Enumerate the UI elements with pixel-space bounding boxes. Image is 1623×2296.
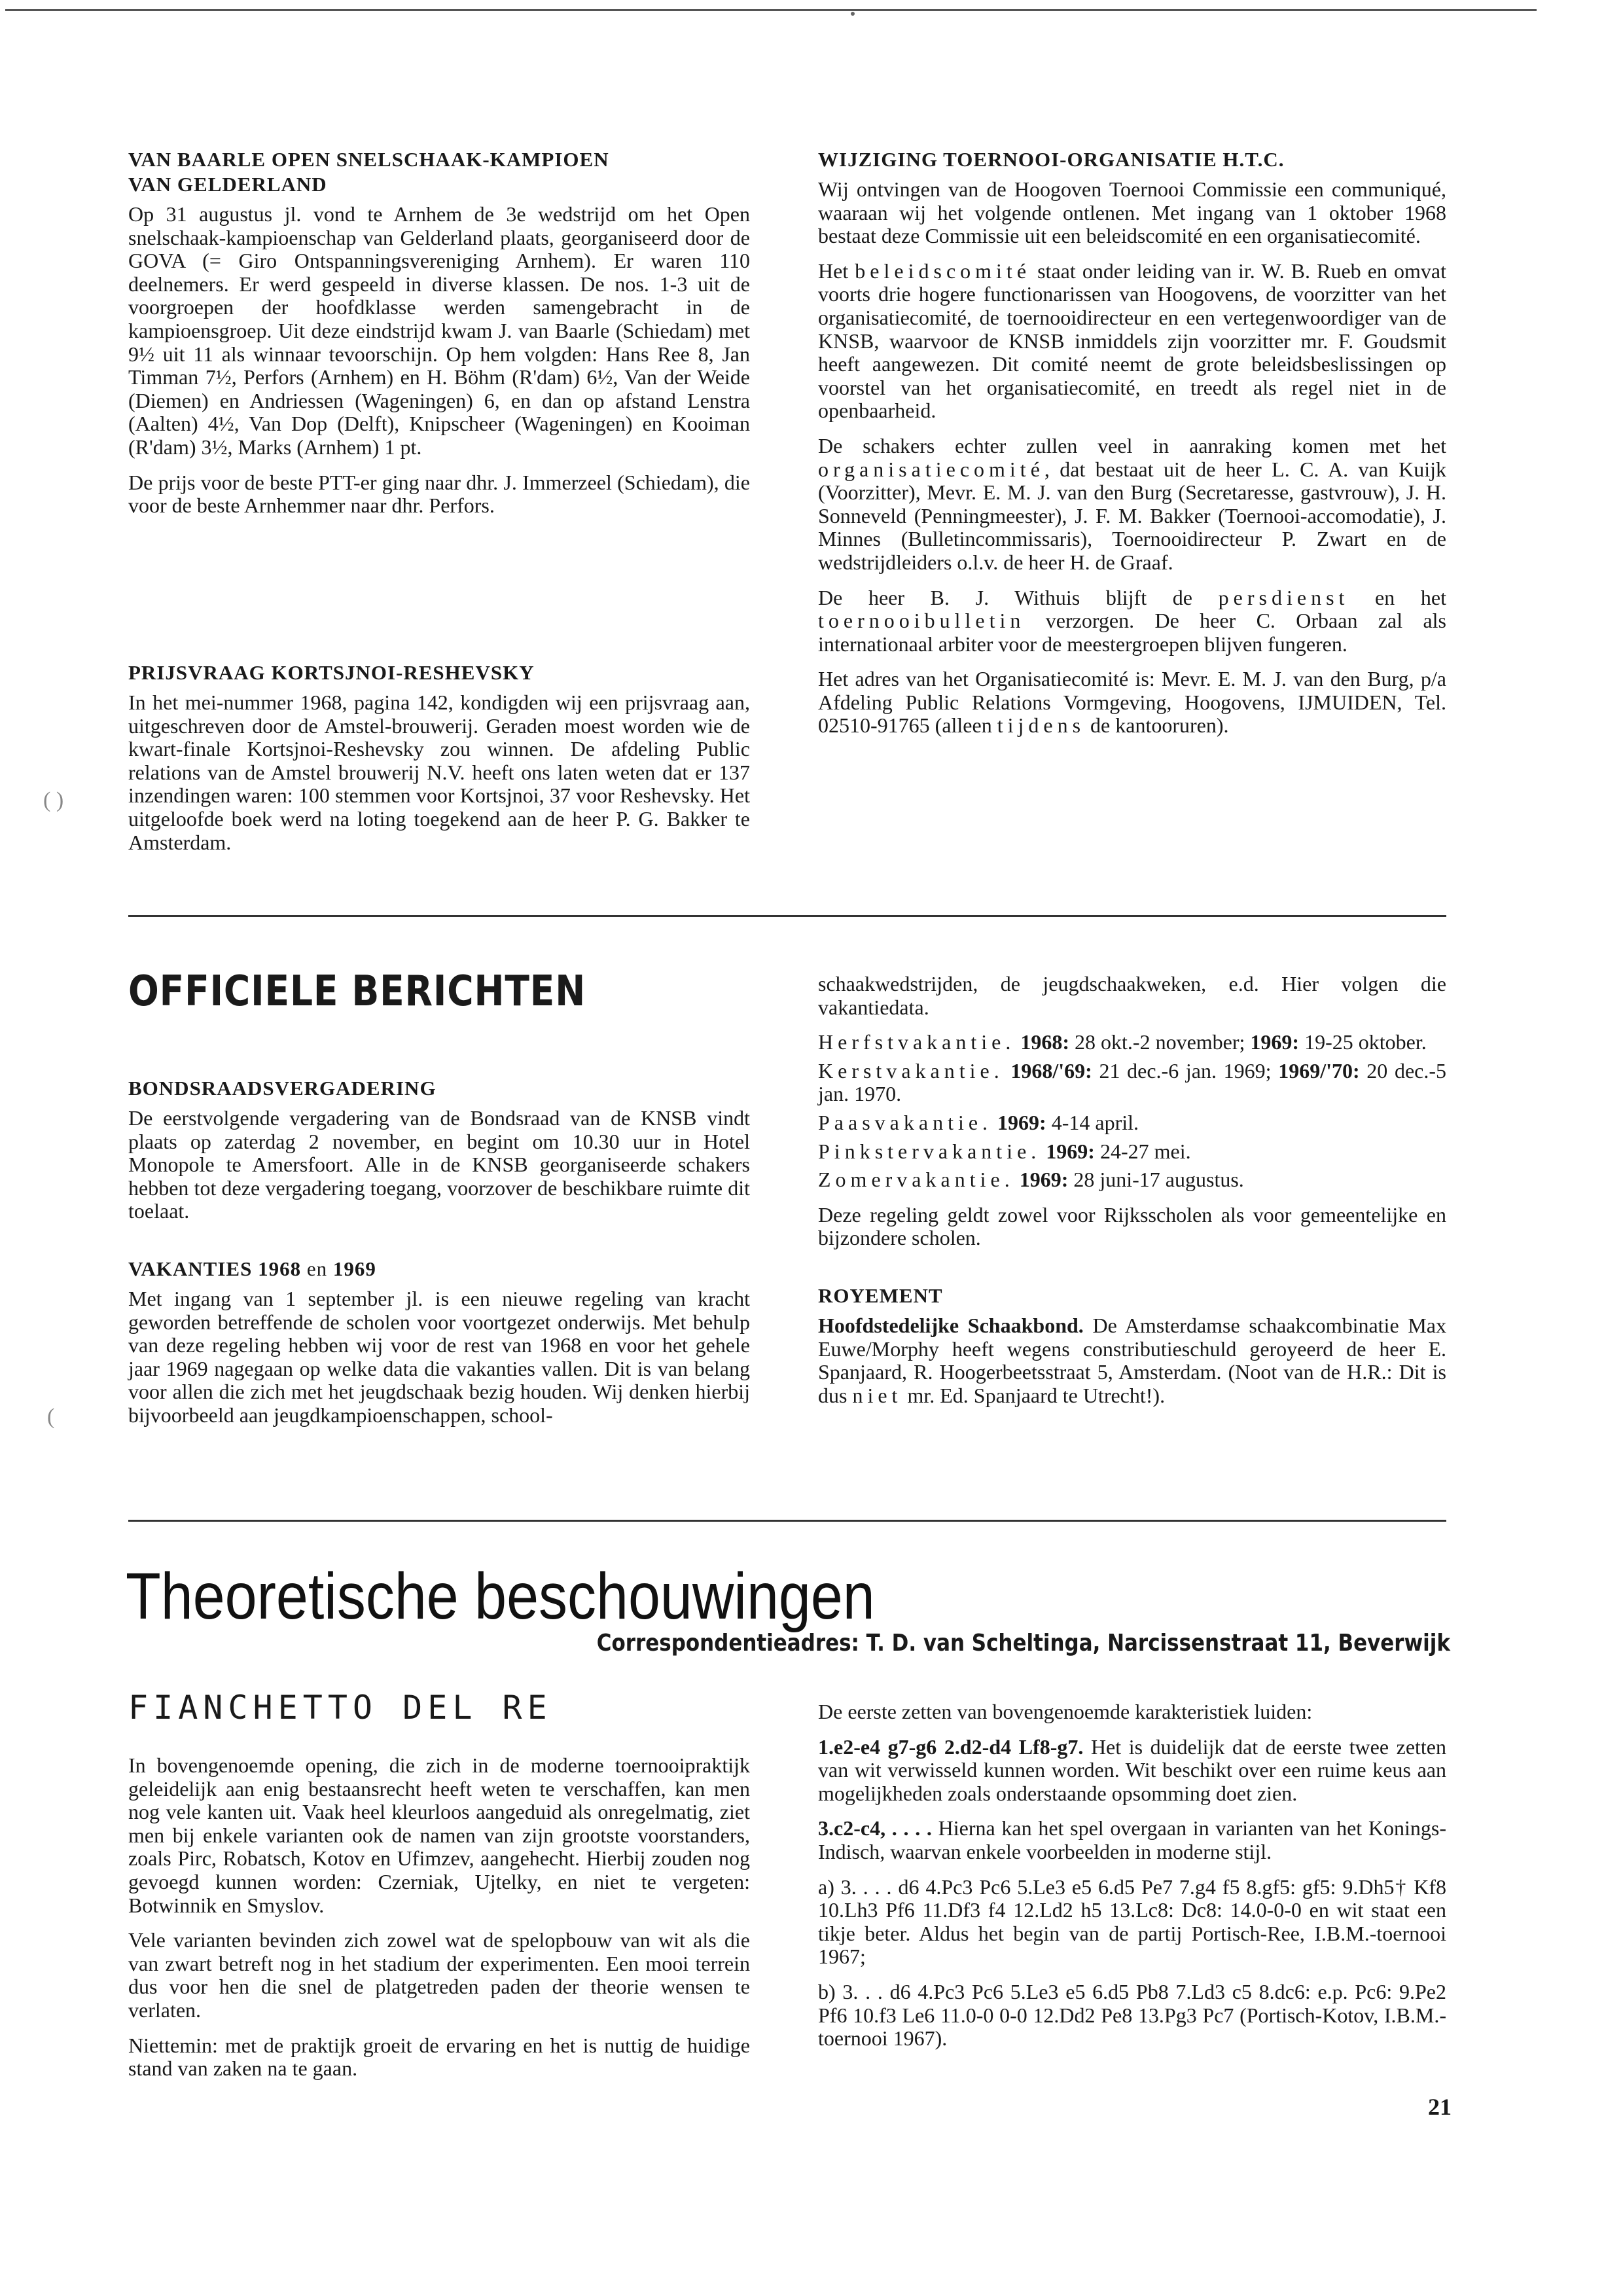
correspondence-address: Correspondentieadres: T. D. van Scheltinga, Narcissenstraat 11, Beverwijk — [596, 1630, 1450, 1657]
paragraph: De schakers echter zullen veel in aanraking komen met het organisatiecomité, dat bestaat uit de heer L. C. A. van Kuijk (Voorzitter), Mevr. E. M. J. van den Burg (Secretaresse, gastvrouw), J. H. Sonneveld (Penningmeester), J. F. M. Bakker (Toernooi-accomodatie), J. Minnes (Bulletincommissaris), Toernooidirecteur P. Zwart en de wedstrijdleiders o.l.v. de heer H. de Graaf. — [818, 433, 1446, 574]
paragraph: schaakwedstrijden, de jeugdschaakweken, e.d. Hier volgen die vakantiedata. — [818, 972, 1446, 1019]
paragraph: Het beleidscomité staat onder leiding van ir. W. B. Rueb en omvat voorts drie hogere functionarissen van Hoogovens, de voorzitter van het organisatiecomité, de toernooidirecteur en een vertegenwoordiger van de KNSB, waarvoor de KNSB inmiddels zijn voorzitter mr. F. Goudsmit heeft aangewezen. Dit comité neemt de grote beleidsbeslissingen op voorstel van het organisatiecomité, en treedt als regel niet in de openbaarheid. — [818, 259, 1447, 423]
paragraph: Niettemin: met de praktijk groeit de ervaring en het is nuttig de huidige stand van zaken na te gaan. — [128, 2033, 750, 2081]
heading-bondsraad: BONDSRAADSVERGADERING — [128, 1077, 437, 1100]
article-vakantiedata — [818, 973, 1446, 1419]
article-wijziging — [818, 148, 1446, 749]
vacation-line: Zomervakantie. 1969: 28 juni-17 augustus. — [818, 1168, 1244, 1192]
article-van-baarle — [128, 148, 750, 529]
vacation-line: Pinkstervakantie. 1969: 24-27 mei. — [818, 1139, 1191, 1163]
paragraph: De prijs voor de beste PTT-er ging naar dhr. J. Immerzeel (Schiedam), die voor de beste Arnhemmer naar dhr. Perfors. — [128, 470, 750, 518]
paragraph: De eerstvolgende vergadering van de Bondsraad van de KNSB vindt plaats op zaterdag 2 november, en begint om 10.30 uur in Hotel Monopole te Amersfoort. Alle in de KNSB georganiseerde schakers hebben tot deze vergadering toegang, voorzover de beschikbare ruimte dit toelaat. — [128, 1106, 750, 1223]
top-border-line — [5, 9, 1537, 11]
section-divider — [128, 1520, 1446, 1522]
page-number: 21 — [1428, 2094, 1452, 2120]
heading-prijsvraag: PRIJSVRAAG KORTSJNOI-RESHEVSKY — [128, 661, 535, 684]
paragraph: b) 3. . . d6 4.Pc3 Pc6 5.Le3 e5 6.d5 Pb8 7.Ld3 c5 8.dc6: e.p. Pc6: 9.Pe2 Pf6 10.f3 Le6 11.0-0 0-0 12.Dd2 Pe8 13.Pg3 Pc7 (Portisch-Kotov, I.B.M.-toernooi 1967). — [818, 1979, 1446, 2051]
section-title-theoretische: Theoretische beschouwingen — [126, 1560, 875, 1633]
top-dot — [851, 12, 855, 16]
paragraph: 3.c2-c4, . . . . Hierna kan het spel overgaan in varianten van het Konings-Indisch, waarvan enkele voorbeelden in moderne stijl. — [818, 1816, 1447, 1863]
vacation-line: Paasvakantie. 1969: 4-14 april. — [818, 1110, 1139, 1134]
margin-mark: ( — [47, 1405, 55, 1429]
paragraph: 1.e2-e4 g7-g6 2.d2-d4 Lf8-g7. Het is duidelijk dat de eerste twee zetten van wit verwisseld kunnen worden. Wit beschikt over een ruime keus aan mogelijkheden zoals onderstaande opsomming doet zien. — [818, 1734, 1446, 1805]
section-title-officiele-berichten: OFFICIELE BERICHTEN — [128, 967, 586, 1016]
paragraph: Vele varianten bevinden zich zowel wat de spelopbouw van wit als die van zwart betreft nog in het stadium der experimenten. Een mooi terrein dus voor hen die snel de platgetreden paden der theorie wensen te verlaten. — [128, 1928, 750, 2022]
paragraph: a) 3. . . . d6 4.Pc3 Pc6 5.Le3 e5 6.d5 Pe7 7.g4 f5 8.gf5: gf5: 9.Dh5† Kf8 10.Lh3 Pf6 11.Df3 f4 12.Ld2 h5 13.Lc8: Dc8: 14.0-0-0 en wit staat een tikje beter. Aldus het begin van de partij Portisch-Ree, I.B.M.-toernooi 1967; — [818, 1874, 1446, 1969]
heading-fianchetto: FIANCHETTO DEL RE — [128, 1689, 552, 1727]
article-prijsvraag — [128, 661, 750, 866]
paragraph: De heer B. J. Withuis blijft de persdienst en het toernooibulletin verzorgen. De heer C. Orbaan zal als internationaal arbiter voor de meestergroepen blijven fungeren. — [818, 585, 1447, 656]
article-fianchetto-left — [128, 1754, 750, 2092]
heading-royement: ROYEMENT — [818, 1283, 943, 1307]
paragraph: Het adres van het Organisatiecomité is: Mevr. E. M. J. van den Burg, p/a Afdeling Public Relations Vormgeving, Hoogovens, IJMUIDEN, Tel. 02510-91765 (alleen tijdens de kantooruren). — [818, 667, 1446, 738]
paragraph: Wij ontvingen van de Hoogoven Toernooi Commissie een communiqué, waaraan wij het volgende ontlenen. Met ingang van 1 oktober 1968 bestaat deze Commissie uit een beleidscomité en een organisatiecomité. — [818, 177, 1446, 248]
heading-van-baarle-1: VAN BAARLE OPEN SNELSCHAAK-KAMPIOEN — [128, 148, 609, 171]
heading-vakanties: VAKANTIES 1968 en 1969 — [128, 1257, 376, 1280]
margin-mark: ( ) — [43, 788, 64, 812]
heading-wijziging: WIJZIGING TOERNOOI-ORGANISATIE H.T.C. — [818, 148, 1285, 171]
paragraph: In het mei-nummer 1968, pagina 142, kondigden wij een prijsvraag aan, uitgeschreven door de Amstel-brouwerij. Geraden moest worden wie de kwart-finale Kortsjnoi-Reshevsky zou winnen. De afdeling Public relations van de Amstel brouwerij N.V. heeft ons laten weten dat er 137 inzendingen waren: 100 stemmen voor Kortsjnoi, 37 voor Reshevsky. Het uitgeloofde boek werd na loting toegekend aan de heer P. G. Bakker te Amsterdam. — [128, 691, 750, 854]
paragraph: Hoofdstedelijke Schaakbond. De Amsterdamse schaakcombinatie Max Euwe/Morphy heeft wegens constributieschuld geroyeerd de heer E. Spanjaard, R. Hoogerbeetsstraat 5, Amsterdam. (Noot van de H.R.: Dit is dus niet mr. Ed. Spanjaard te Utrecht!). — [818, 1313, 1447, 1407]
vacation-line: Herfstvakantie. 1968: 28 okt.-2 november; 1969: 19-25 oktober. — [818, 1030, 1427, 1054]
article-fianchetto-right — [818, 1700, 1446, 2062]
paragraph: Op 31 augustus jl. vond te Arnhem de 3e wedstrijd om het Open snelschaak-kampioenschap van Gelderland plaats, georganiseerd door de GOVA (= Giro Ontspanningsvereniging Arnhem). Er waren 110 deelnemers. Er werd gespeeld in diverse klassen. De nos. 1-3 uit de voorgroepen der hoofdklasse werden samengebracht in de kampioensgroep. Uit deze eindstrijd kwam J. van Baarle (Schiedam) met 9½ uit 11 als winnaar tevoorschijn. Op hem volgden: Hans Ree 8, Jan Timman 7½, Perfors (Arnhem) en H. Böhm (R'dam) 6½, Van der Weide (Diemen) en Andriessen (Wageningen) 6, en dan op afstand Lenstra (Aalten) 4½, Van Dop (Delft), Knipscheer (Wageningen) en Kooiman (R'dam) 3½, Marks (Arnhem) 1 pt. — [128, 202, 750, 459]
paragraph: Met ingang van 1 september jl. is een nieuwe regeling van kracht geworden betreffende de scholen voor voortgezet onderwijs. Met behulp van deze regeling hebben wij voor de rest van 1968 en voor het gehele jaar 1969 nagegaan op welke data die vakanties vallen. Dit is van belang voor allen die zich met het jeugdschaak bezig houden. Wij denken hierbij bijvoorbeeld aan jeugdkampioenschappen, school- — [128, 1286, 750, 1427]
paragraph: In bovengenoemde opening, die zich in de moderne toernooipraktijk geleidelijk aan enig bestaansrecht heeft weten te verschaffen, kan men nog vele kanten uit. Vaak heel kleurloos aangeduid als onregelmatig, ziet men bij enkele varianten ook de namen van zijn grootste voorstanders, zoals Pirc, Robatsch, Kotov en Ufimzev, aangehecht. Hierbij zouden nog gevoegd kunnen worden: Czerniak, Ujtelky, en niet te vergeten: Botwinnik en Smyslov. — [128, 1753, 750, 1917]
article-bondsraad — [128, 1077, 750, 1439]
heading-van-baarle-2: VAN GELDERLAND — [128, 173, 327, 196]
vacation-line: Kerstvakantie. 1968/'69: 21 dec.-6 jan. 1969; 1969/'70: 20 dec.-5 jan. 1970. — [818, 1058, 1447, 1106]
section-divider — [128, 915, 1446, 917]
paragraph: De eerste zetten van bovengenoemde karakteristiek luiden: — [818, 1700, 1313, 1723]
paragraph: Deze regeling geldt zowel voor Rijksscholen als voor gemeentelijke en bijzondere scholen. — [818, 1202, 1446, 1250]
